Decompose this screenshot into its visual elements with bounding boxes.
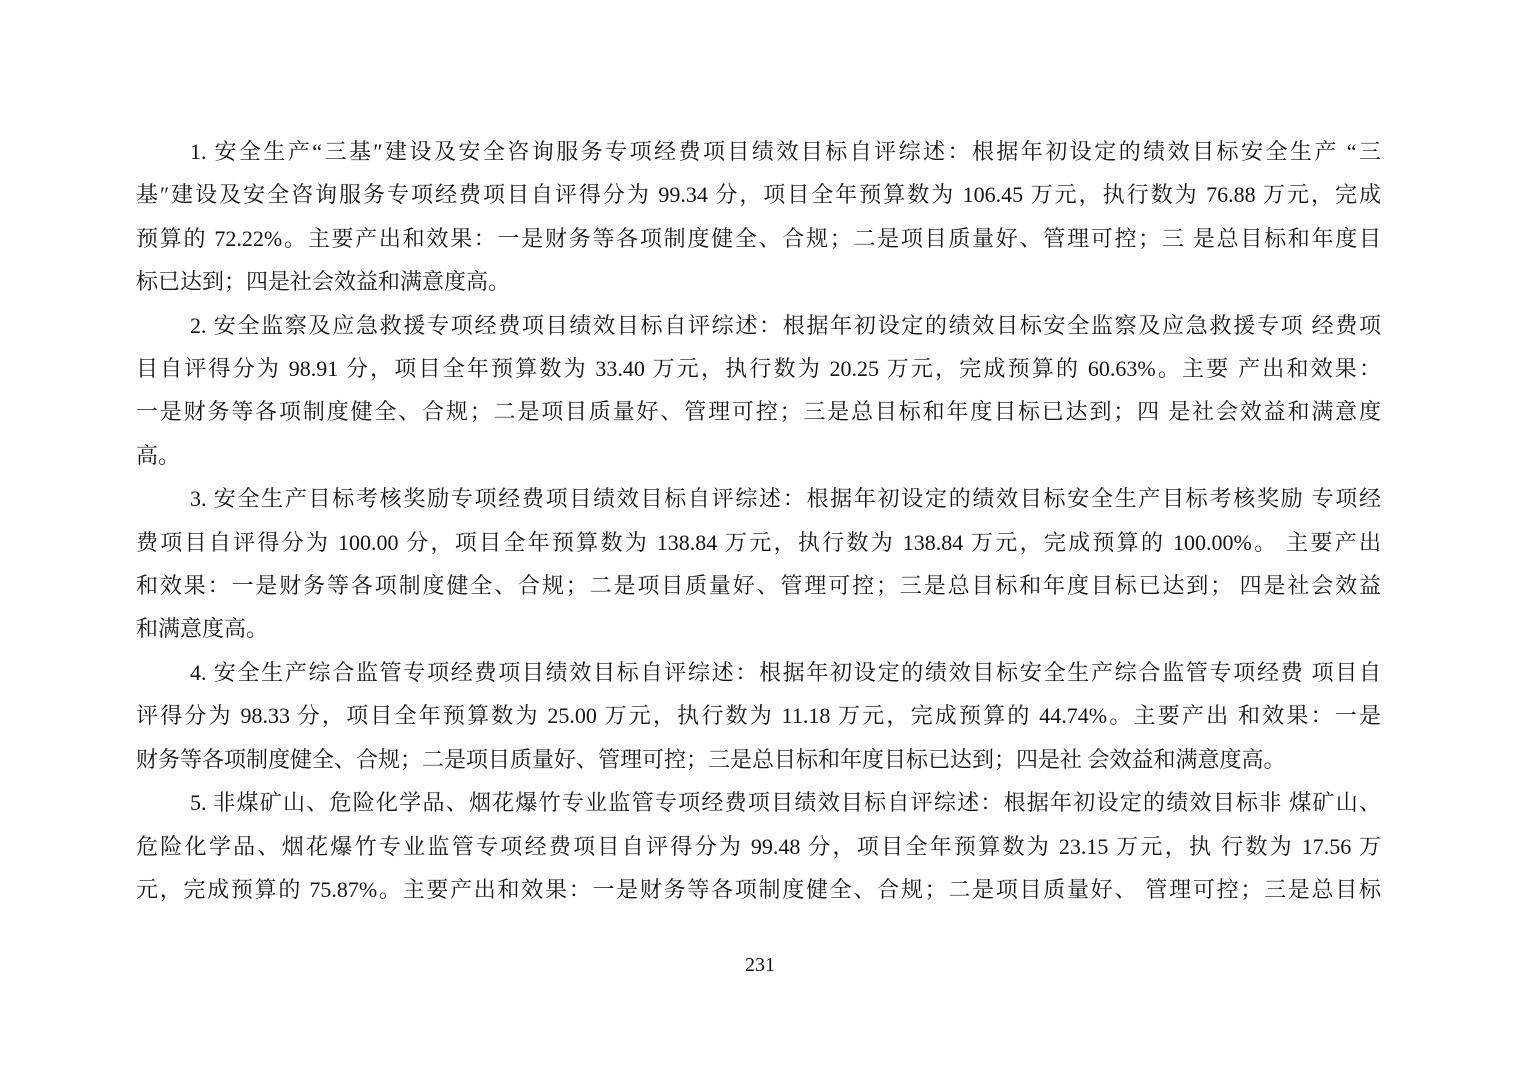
text-line: 2. 安全监察及应急救援专项经费项目绩效目标自评综述：根据年初设定的绩效目标安全监察及应急救援专项 经费项: [190, 312, 1381, 338]
paragraph-4: [136, 651, 1381, 781]
text-line: 财务等各项制度健全、合规；二是项目质量好、管理可控；三是总目标和年度目标已达到；四是社 会效益和满意度高。: [136, 746, 1286, 772]
text-block: [136, 130, 1381, 911]
text-line: 危险化学品、烟花爆竹专业监管专项经费项目自评得分为 99.48 分，项目全年预算数为 23.15 万元，执 行数为 17.56 万: [136, 833, 1381, 859]
text-line: 高。: [136, 442, 181, 468]
text-line: 和满意度高。: [136, 616, 269, 642]
text-line: 5. 非煤矿山、危险化学品、烟花爆竹专业监管专项经费项目绩效目标自评综述：根据年初设定的绩效目标非 煤矿山、: [190, 790, 1381, 816]
text-line: 1. 安全生产“三基″建设及安全咨询服务专项经费项目绩效目标自评综述：根据年初设定的绩效目标安全生产 “三: [190, 139, 1381, 164]
text-line: 基″建设及安全咨询服务专项经费项目自评得分为 99.34 分，项目全年预算数为 106.45 万元，执行数为 76.88 万元，完成: [136, 182, 1381, 208]
paragraph-5: [136, 781, 1381, 911]
text-line: 4. 安全生产综合监管专项经费项目绩效目标自评综述：根据年初设定的绩效目标安全生产综合监管专项经费 项目自: [190, 659, 1381, 685]
text-line: 一是财务等各项制度健全、合规；二是项目质量好、管理可控；三是总目标和年度目标已达到；四 是社会效益和满意度: [136, 399, 1381, 425]
text-line: 费项目自评得分为 100.00 分，项目全年预算数为 138.84 万元，执行数为 138.84 万元，完成预算的 100.00%。 主要产出: [136, 529, 1381, 555]
text-line: 和效果：一是财务等各项制度健全、合规；二是项目质量好、管理可控；三是总目标和年度目标已达到； 四是社会效益: [136, 573, 1381, 599]
text-line: 标已达到；四是社会效益和满意度高。: [136, 269, 511, 295]
text-line: 评得分为 98.33 分，项目全年预算数为 25.00 万元，执行数为 11.18 万元，完成预算的 44.74%。主要产出 和效果：一是: [136, 703, 1381, 729]
text-line: 元，完成预算的 75.87%。主要产出和效果：一是财务等各项制度健全、合规；二是项目质量好、 管理可控；三是总目标: [136, 876, 1381, 902]
paragraph-2: [136, 304, 1381, 478]
text-line: 目自评得分为 98.91 分，项目全年预算数为 33.40 万元，执行数为 20.25 万元，完成预算的 60.63%。主要 产出和效果：: [136, 356, 1381, 382]
paragraph-1: [136, 130, 1381, 304]
text-line: 预算的 72.22%。主要产出和效果：一是财务等各项制度健全、合规；二是项目质量好、管理可控；三 是总目标和年度目: [136, 225, 1381, 251]
paragraph-3: [136, 477, 1381, 651]
text-line: 3. 安全生产目标考核奖励专项经费项目绩效目标自评综述：根据年初设定的绩效目标安全生产目标考核奖励 专项经: [190, 486, 1381, 512]
page-number: 231: [745, 954, 775, 976]
